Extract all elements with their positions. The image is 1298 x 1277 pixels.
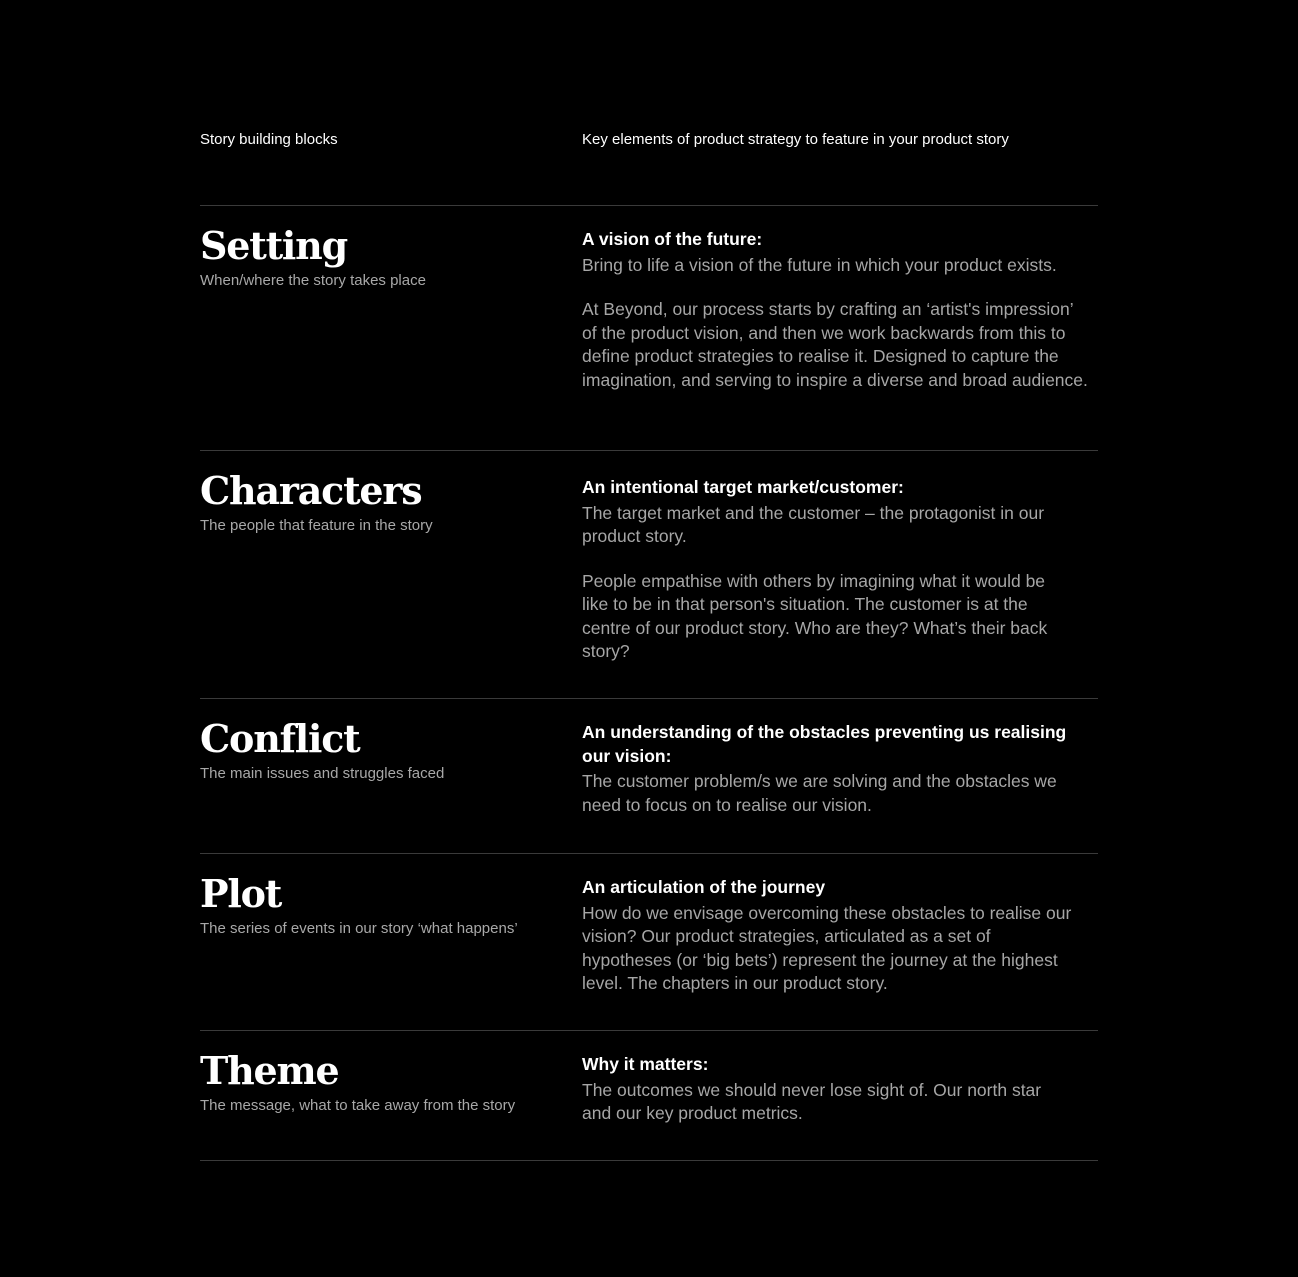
divider — [200, 205, 1098, 206]
block-title: Theme — [200, 1048, 339, 1093]
element-heading: Why it matters: — [582, 1054, 709, 1074]
element-description: The outcomes we should never lose sight of. Our north star and our key product metrics. — [582, 1079, 1042, 1123]
block-subtitle: When/where the story takes place — [200, 272, 426, 289]
element-heading: An intentional target market/customer: — [582, 477, 904, 497]
divider — [200, 853, 1098, 854]
block-title: Plot — [200, 871, 282, 916]
divider — [200, 450, 1098, 451]
block-subtitle: The series of events in our story ‘what happens’ — [200, 920, 518, 937]
block-content — [582, 1053, 1072, 1126]
element-heading: A vision of the future: — [582, 229, 763, 249]
divider — [200, 1030, 1098, 1031]
block-subtitle: The people that feature in the story — [200, 517, 433, 534]
block-title: Conflict — [200, 716, 360, 761]
block-content — [582, 476, 1062, 664]
block-subtitle: The message, what to take away from the story — [200, 1097, 516, 1114]
block-title: Setting — [200, 223, 347, 268]
column-header-key-elements: Key elements of product strategy to feature in your product story — [582, 131, 1009, 148]
block-content — [582, 876, 1072, 996]
table-header — [200, 131, 1098, 151]
element-heading: An understanding of the obstacles preventing us realising our vision: — [582, 722, 1067, 766]
column-header-building-blocks: Story building blocks — [200, 131, 338, 148]
element-description: How do we envisage overcoming these obstacles to realise our vision? Our product strategies, articulated as a set of hypotheses (or ‘big bets’) represent the journey at the highest level. The chapters in our product story. — [582, 902, 1072, 993]
block-subtitle: The main issues and struggles faced — [200, 765, 445, 782]
element-description: The target market and the customer – the protagonist in our product story. — [582, 502, 1045, 546]
element-description: Bring to life a vision of the future in which your product exists. — [582, 254, 1057, 275]
element-description: The customer problem/s we are solving and the obstacles we need to focus on to realise our vision. — [582, 771, 1057, 815]
block-content — [582, 721, 1092, 817]
element-detail: People empathise with others by imagining what it would be like to be in that person's situation. The customer is at the centre of our product story. Who are they? What’s their back story? — [582, 570, 1048, 661]
divider — [200, 1160, 1098, 1161]
block-content — [582, 228, 1092, 392]
element-detail: At Beyond, our process starts by crafting an ‘artist's impression’ of the product vision, and then we work backwards from this to define product strategies to realise it. Designed to capture the imagination, and serving to inspire a diverse and broad audience. — [582, 299, 1088, 390]
divider — [200, 698, 1098, 699]
block-title: Characters — [200, 468, 422, 513]
element-heading: An articulation of the journey — [582, 877, 826, 897]
